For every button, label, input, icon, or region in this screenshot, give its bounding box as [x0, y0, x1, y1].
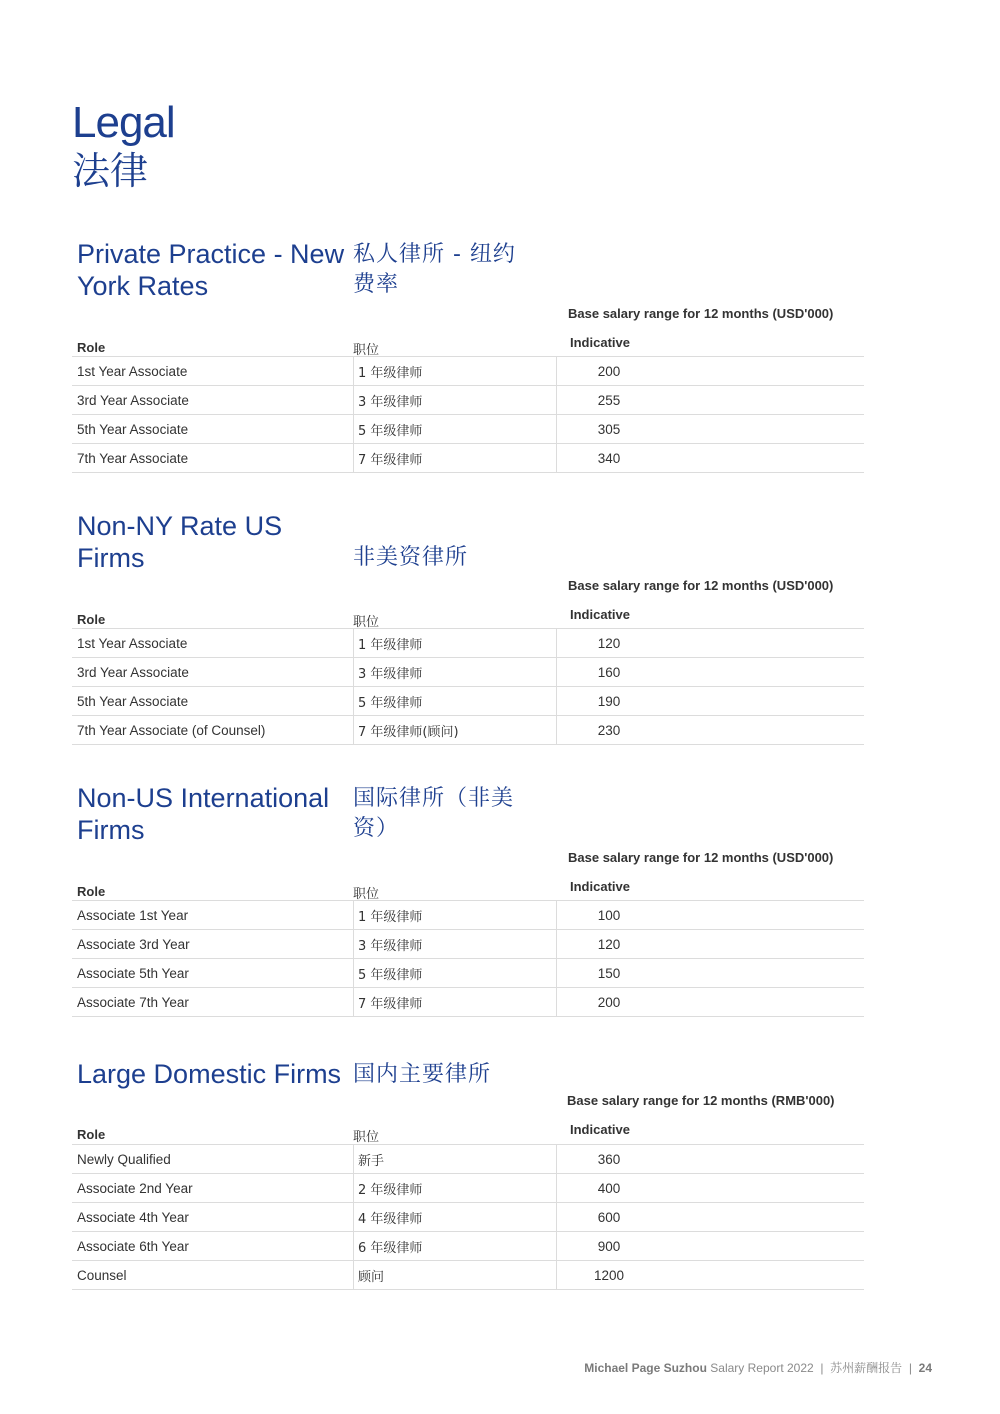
role-cell: 1st Year Associate — [72, 629, 354, 658]
section-title-zh: 国内主要律所 — [353, 1062, 492, 1087]
salary-table — [72, 356, 864, 473]
col-header-role: Role — [77, 1127, 106, 1142]
section-title: Non-US International Firms — [77, 783, 330, 845]
col-header-role-zh: 职位 — [353, 343, 380, 358]
role-zh-cell: 5 年级律师 — [354, 687, 557, 716]
col-header-role: Role — [77, 340, 106, 355]
value-cell: 190 — [597, 693, 621, 709]
footer-report: Salary Report 2022 — [710, 1361, 814, 1375]
value-cell: 255 — [597, 392, 621, 408]
table-row — [72, 716, 864, 745]
table-row — [72, 1261, 864, 1290]
section-title: Large Domestic Firms — [77, 1059, 342, 1089]
table-row — [72, 386, 864, 415]
role-cell: Associate 5th Year — [72, 959, 354, 988]
section-title: Non-NY Rate US Firms — [77, 511, 283, 573]
role-zh-cell: 3 年级律师 — [354, 930, 557, 959]
table-row — [72, 629, 864, 658]
role-zh-cell: 1 年级律师 — [354, 629, 557, 658]
base-salary-label: Base salary range for 12 months (USD'000) — [568, 578, 834, 593]
role-cell: 7th Year Associate (of Counsel) — [72, 716, 354, 745]
role-zh-cell: 6 年级律师 — [354, 1232, 557, 1261]
role-cell: 7th Year Associate — [72, 444, 354, 473]
role-zh-cell: 3 年级律师 — [354, 658, 557, 687]
role-cell: Associate 4th Year — [72, 1203, 354, 1232]
value-cell: 200 — [597, 363, 621, 379]
col-header-role: Role — [77, 884, 106, 899]
table-row — [72, 444, 864, 473]
salary-table — [72, 900, 864, 1017]
value-cell: 1200 — [593, 1267, 625, 1283]
page-number: 24 — [918, 1361, 932, 1375]
table-row — [72, 1145, 864, 1174]
salary-table — [72, 1144, 864, 1290]
table-row — [72, 357, 864, 386]
page-title-zh: 法律 — [72, 149, 149, 193]
col-header-role-zh: 职位 — [353, 1130, 380, 1145]
role-zh-cell: 5 年级律师 — [354, 415, 557, 444]
role-cell: Counsel — [72, 1261, 354, 1290]
table-row — [72, 1232, 864, 1261]
table-row — [72, 687, 864, 716]
role-cell: Associate 1st Year — [72, 901, 354, 930]
role-zh-cell: 新手 — [354, 1145, 557, 1174]
role-zh-cell: 2 年级律师 — [354, 1174, 557, 1203]
base-salary-label: Base salary range for 12 months (RMB'000) — [567, 1093, 835, 1108]
role-zh-cell: 1 年级律师 — [354, 357, 557, 386]
value-cell: 900 — [597, 1238, 621, 1254]
role-cell: Associate 3rd Year — [72, 930, 354, 959]
role-cell: Associate 7th Year — [72, 988, 354, 1017]
value-cell: 200 — [597, 994, 621, 1010]
role-zh-cell: 3 年级律师 — [354, 386, 557, 415]
table-row — [72, 1174, 864, 1203]
table-row — [72, 988, 864, 1017]
footer-separator: | — [820, 1361, 824, 1375]
role-zh-cell: 4 年级律师 — [354, 1203, 557, 1232]
base-salary-label: Base salary range for 12 months (USD'000) — [568, 306, 834, 321]
salary-table — [72, 628, 864, 745]
value-cell: 100 — [597, 907, 621, 923]
page-footer — [584, 1359, 932, 1376]
section-title-zh: 非美资律所 — [353, 545, 469, 570]
role-zh-cell: 7 年级律师 — [354, 988, 557, 1017]
col-header-indicative: Indicative — [570, 607, 630, 622]
col-header-role: Role — [77, 612, 106, 627]
section-title-zh: 私人律所 - 纽约费率 — [353, 242, 516, 297]
role-cell: Newly Qualified — [72, 1145, 354, 1174]
table-row — [72, 415, 864, 444]
page-title — [72, 98, 175, 194]
base-salary-label: Base salary range for 12 months (USD'000) — [568, 850, 834, 865]
footer-report-zh: 苏州薪酬报告 — [830, 1361, 903, 1375]
role-cell: 5th Year Associate — [72, 415, 354, 444]
value-cell: 305 — [597, 421, 621, 437]
value-cell: 360 — [597, 1151, 621, 1167]
value-cell: 230 — [597, 722, 621, 738]
value-cell: 120 — [597, 936, 621, 952]
value-cell: 400 — [597, 1180, 621, 1196]
role-cell: 3rd Year Associate — [72, 386, 354, 415]
table-row — [72, 959, 864, 988]
role-cell: 1st Year Associate — [72, 357, 354, 386]
role-zh-cell: 1 年级律师 — [354, 901, 557, 930]
role-zh-cell: 5 年级律师 — [354, 959, 557, 988]
col-header-indicative: Indicative — [570, 1122, 630, 1137]
section-title-zh: 国际律所（非美资） — [353, 786, 515, 841]
col-header-role-zh: 职位 — [353, 887, 380, 902]
role-zh-cell: 7 年级律师 — [354, 444, 557, 473]
col-header-indicative: Indicative — [570, 335, 630, 350]
footer-brand: Michael Page Suzhou — [584, 1361, 707, 1375]
table-row — [72, 901, 864, 930]
footer-separator: | — [908, 1361, 912, 1375]
section-title: Private Practice - New York Rates — [77, 239, 345, 301]
value-cell: 160 — [597, 664, 621, 680]
role-cell: 3rd Year Associate — [72, 658, 354, 687]
role-cell: 5th Year Associate — [72, 687, 354, 716]
value-cell: 600 — [597, 1209, 621, 1225]
col-header-indicative: Indicative — [570, 879, 630, 894]
table-row — [72, 930, 864, 959]
value-cell: 340 — [597, 450, 621, 466]
value-cell: 120 — [597, 635, 621, 651]
role-cell: Associate 2nd Year — [72, 1174, 354, 1203]
page-title-en: Legal — [72, 98, 175, 147]
role-zh-cell: 顾问 — [354, 1261, 557, 1290]
table-row — [72, 658, 864, 687]
value-cell: 150 — [597, 965, 621, 981]
role-cell: Associate 6th Year — [72, 1232, 354, 1261]
role-zh-cell: 7 年级律师(顾问) — [354, 716, 557, 745]
col-header-role-zh: 职位 — [353, 615, 380, 630]
table-row — [72, 1203, 864, 1232]
